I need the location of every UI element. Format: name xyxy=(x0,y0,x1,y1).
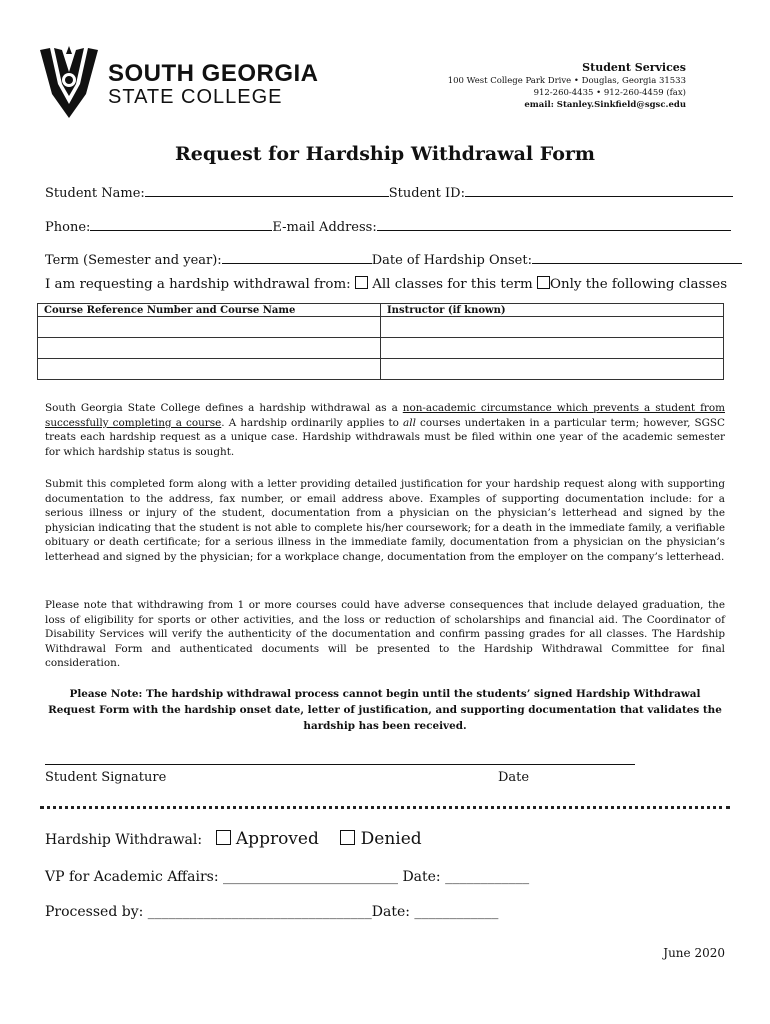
onset-field[interactable] xyxy=(532,250,742,264)
logo-line-1: SOUTH GEORGIA xyxy=(108,60,319,87)
instructor-cell[interactable] xyxy=(381,317,724,338)
denied-checkbox[interactable] xyxy=(340,830,355,845)
table-header-row xyxy=(38,304,724,317)
denied-label: Denied xyxy=(360,829,422,849)
table-row xyxy=(38,317,724,338)
student-id-label: Student ID: xyxy=(388,186,465,201)
p1-italic: all xyxy=(403,416,416,429)
logo-line-2: STATE COLLEGE xyxy=(108,86,283,108)
p1-text-b: . A hardship ordinarily applies to xyxy=(221,416,404,429)
course-header: Course Reference Number and Course Name xyxy=(38,304,381,317)
approved-label: Approved xyxy=(235,829,319,849)
sgsc-shield-icon xyxy=(36,44,102,120)
signature-line[interactable] xyxy=(45,764,635,765)
requesting-label: I am requesting a hardship withdrawal from: xyxy=(45,277,351,292)
please-note: Please Note: The hardship withdrawal process cannot begin until the students’ signed Hardship Withdrawal Request Form with the hardship onset date, letter of justification, and supporting documentation that validates the hardship has been received. xyxy=(48,688,722,732)
table-row xyxy=(38,359,724,380)
student-name-field[interactable] xyxy=(145,183,389,197)
address: 100 West College Park Drive • Douglas, Georgia 31533 xyxy=(447,76,686,86)
revision-date: June 2020 xyxy=(663,946,725,960)
instructor-header: Instructor (if known) xyxy=(381,304,724,317)
course-cell[interactable] xyxy=(38,338,381,359)
decision-row xyxy=(45,829,422,849)
p1-text-c: courses undertaken in a particular term; however, SGSC treats each hardship request as a unique case. Hardship withdrawals must be filed within one year of the academic semester for which hardship status is sought. xyxy=(45,416,726,458)
student-name-label: Student Name: xyxy=(45,186,145,201)
contact-block xyxy=(448,60,686,111)
student-id-field[interactable] xyxy=(465,183,733,197)
phone-label: Phone: xyxy=(45,220,91,235)
hardship-definition-paragraph xyxy=(45,401,725,459)
name-id-row xyxy=(45,183,733,201)
onset-label: Date of Hardship Onset: xyxy=(371,253,532,268)
instructor-cell[interactable] xyxy=(381,359,724,380)
consequences-paragraph: Please note that withdrawing from 1 or more courses could have adverse consequences that include delayed graduation, the loss of eligibility for sports or other activities, and the loss or reduction of scholarships and financial aid. The Coordinator of Disability Services will verify the authenticity of the documentation and confirm passing grades for all classes. The Hardship Withdrawal Form and authenticated documents will be presented to the Hardship Withdrawal Committee for final consideration. xyxy=(45,599,725,670)
phone-fax: 912-260-4435 • 912-260-4459 (fax) xyxy=(533,88,686,98)
following-classes-label: Only the following classes xyxy=(550,277,728,292)
department-name: Student Services xyxy=(582,61,686,74)
course-table xyxy=(37,303,724,380)
approved-checkbox[interactable] xyxy=(216,830,231,845)
term-onset-row xyxy=(45,250,742,268)
all-classes-checkbox[interactable] xyxy=(355,276,368,289)
submission-paragraph: Submit this completed form along with a letter providing detailed justification for your hardship request along with supporting documentation to the address, fax number, or email address above. Examples of supporting documentation include: for a serious illness or injury of the student, documentation from a physician on the physician’s letterhead and signed by the physician indicating that the student is not able to complete his/her coursework; for a death in the immediate family, a verifiable obituary or death certificate; for a serious illness in the immediate family, documentation from a physician on the physician’s letterhead and signed by the physician; for a workplace change, documentation from the employer on the company’s letterhead. xyxy=(45,478,725,563)
date-label: Date xyxy=(498,770,530,785)
hardship-withdrawal-label: Hardship Withdrawal: xyxy=(45,832,203,848)
vp-row[interactable]: VP for Academic Affairs: _________________________ Date: ____________ xyxy=(45,869,530,885)
contact-email[interactable]: email: Stanley.Sinkfield@sgsc.edu xyxy=(524,100,686,110)
term-label: Term (Semester and year): xyxy=(45,253,222,268)
withdrawal-scope-row xyxy=(45,276,727,292)
all-classes-label: All classes for this term xyxy=(372,277,533,292)
dotted-divider xyxy=(40,806,730,809)
email-label: E-mail Address: xyxy=(272,220,377,235)
instructor-cell[interactable] xyxy=(381,338,724,359)
p1-underlined: non-academic circumstance which prevents a student from successfully completing a course xyxy=(45,402,725,429)
course-cell[interactable] xyxy=(38,359,381,380)
p1-text-a: South Georgia State College defines a hardship withdrawal as a xyxy=(45,402,403,414)
page-title: Request for Hardship Withdrawal Form xyxy=(175,143,595,165)
phone-email-row xyxy=(45,217,731,235)
email-field[interactable] xyxy=(377,217,731,231)
student-signature-label: Student Signature xyxy=(45,770,167,785)
phone-field[interactable] xyxy=(90,217,272,231)
following-classes-checkbox[interactable] xyxy=(537,276,550,289)
course-cell[interactable] xyxy=(38,317,381,338)
processed-row[interactable]: Processed by: ________________________________Date: ____________ xyxy=(45,904,499,920)
term-field[interactable] xyxy=(222,250,372,264)
table-row xyxy=(38,338,724,359)
